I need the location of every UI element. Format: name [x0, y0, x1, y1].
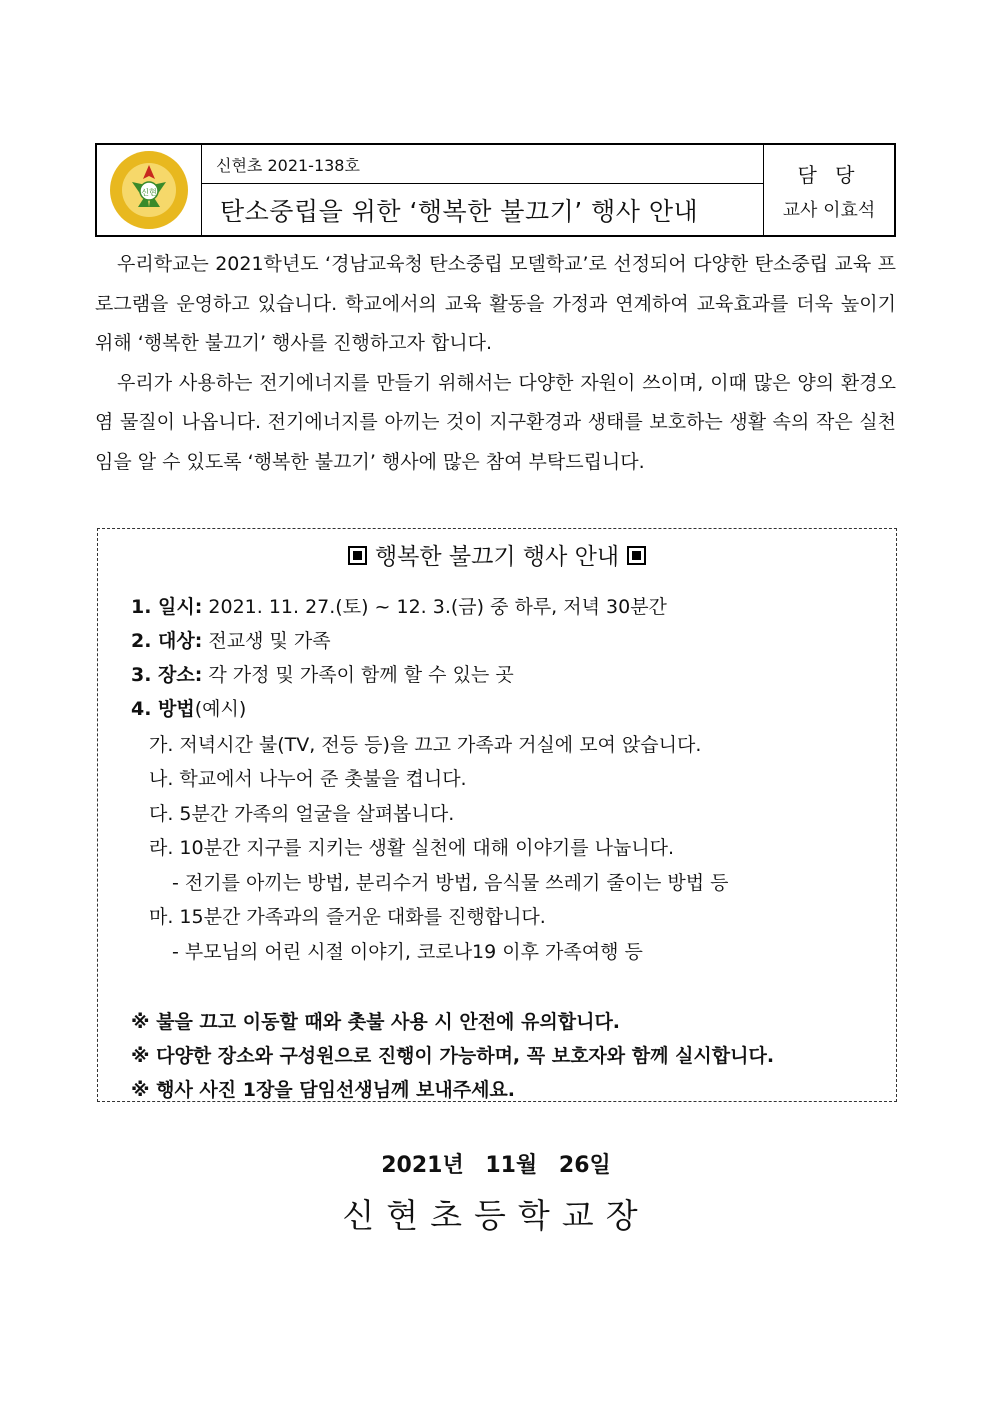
- method-sub-step: - 부모님의 어린 시절 이야기, 코로나19 이후 가족여행 등: [172, 941, 643, 963]
- school-logo-cell: [97, 145, 202, 235]
- charge-label: 담 당: [797, 162, 861, 187]
- info-item-target: 2. 대상: 전교생 및 가족: [131, 630, 331, 652]
- charge-person: 교사 이효석: [782, 199, 876, 221]
- intro-text: [95, 245, 896, 482]
- header-middle: [202, 145, 764, 235]
- method-step: 마. 15분간 가족과의 즐거운 대화를 진행합니다.: [149, 906, 546, 928]
- info-item-method: 4. 방법(예시): [131, 698, 247, 720]
- document-title: 탄소중립을 위한 ‘행복한 불끄기’ 행사 안내: [220, 196, 699, 226]
- method-step: 다. 5분간 가족의 얼굴을 살펴봅니다.: [149, 803, 455, 825]
- square-bullet-icon: [627, 546, 646, 565]
- school-principal: 신현초등학교장: [342, 1196, 650, 1235]
- photo-note: ※ 행사 사진 1장을 담임선생님께 보내주세요.: [131, 1079, 516, 1101]
- school-logo: [108, 149, 190, 231]
- square-bullet-icon: [348, 546, 367, 565]
- info-item-date: 1. 일시: 2021. 11. 27.(토) ~ 12. 3.(금) 중 하루, 저녁 30분간: [131, 596, 667, 618]
- event-box-title: [98, 538, 896, 571]
- method-step: 라. 10분간 지구를 지키는 생활 실천에 대해 이야기를 나눕니다.: [149, 837, 675, 859]
- method-step: 가. 저녁시간 불(TV, 전등 등)을 끄고 가족과 거실에 모여 앉습니다.: [149, 734, 702, 756]
- logo-text: 신현: [141, 188, 157, 197]
- event-box-title-text: 행복한 불끄기 행사 안내: [374, 544, 620, 570]
- guardian-note: ※ 다양한 장소와 구성원으로 진행이 가능하며, 꼭 보호자와 함께 실시합니다.: [131, 1045, 775, 1067]
- event-info-box: [97, 528, 897, 1102]
- method-step: 나. 학교에서 나누어 준 촛불을 켭니다.: [149, 768, 467, 790]
- method-sub-step: - 전기를 아끼는 방법, 분리수거 방법, 음식물 쓰레기 줄이는 방법 등: [172, 872, 729, 894]
- header-table: [95, 143, 896, 237]
- charge-cell: [764, 145, 894, 235]
- document-number: 신현초 2021-138호: [202, 145, 763, 184]
- intro-paragraph-2: 우리가 사용하는 전기에너지를 만들기 위해서는 다양한 자원이 쓰이며, 이때 많은 양의 환경오염 물질이 나옵니다. 전기에너지를 아끼는 것이 지구환경과 생태를 보호하는 생활 속의 작은 실천임을 알 수 있도록 ‘행복한 불끄기’ 행사에 많은 참여 부탁드립니다.: [95, 371, 896, 473]
- intro-paragraph-1: 우리학교는 2021학년도 ‘경남교육청 탄소중립 모델학교’로 선정되어 다양한 탄소중립 교육 프로그램을 운영하고 있습니다. 학교에서의 교육 활동을 가정과 연계하여 교육효과를 더욱 높이기 위해 ‘행복한 불끄기’ 행사를 진행하고자 합니다.: [95, 253, 896, 354]
- info-item-place: 3. 장소: 각 가정 및 가족이 함께 할 수 있는 곳: [131, 664, 514, 686]
- safety-note: ※ 불을 끄고 이동할 때와 촛불 사용 시 안전에 유의합니다.: [131, 1011, 621, 1033]
- document-date: 2021년 11월 26일: [381, 1153, 611, 1178]
